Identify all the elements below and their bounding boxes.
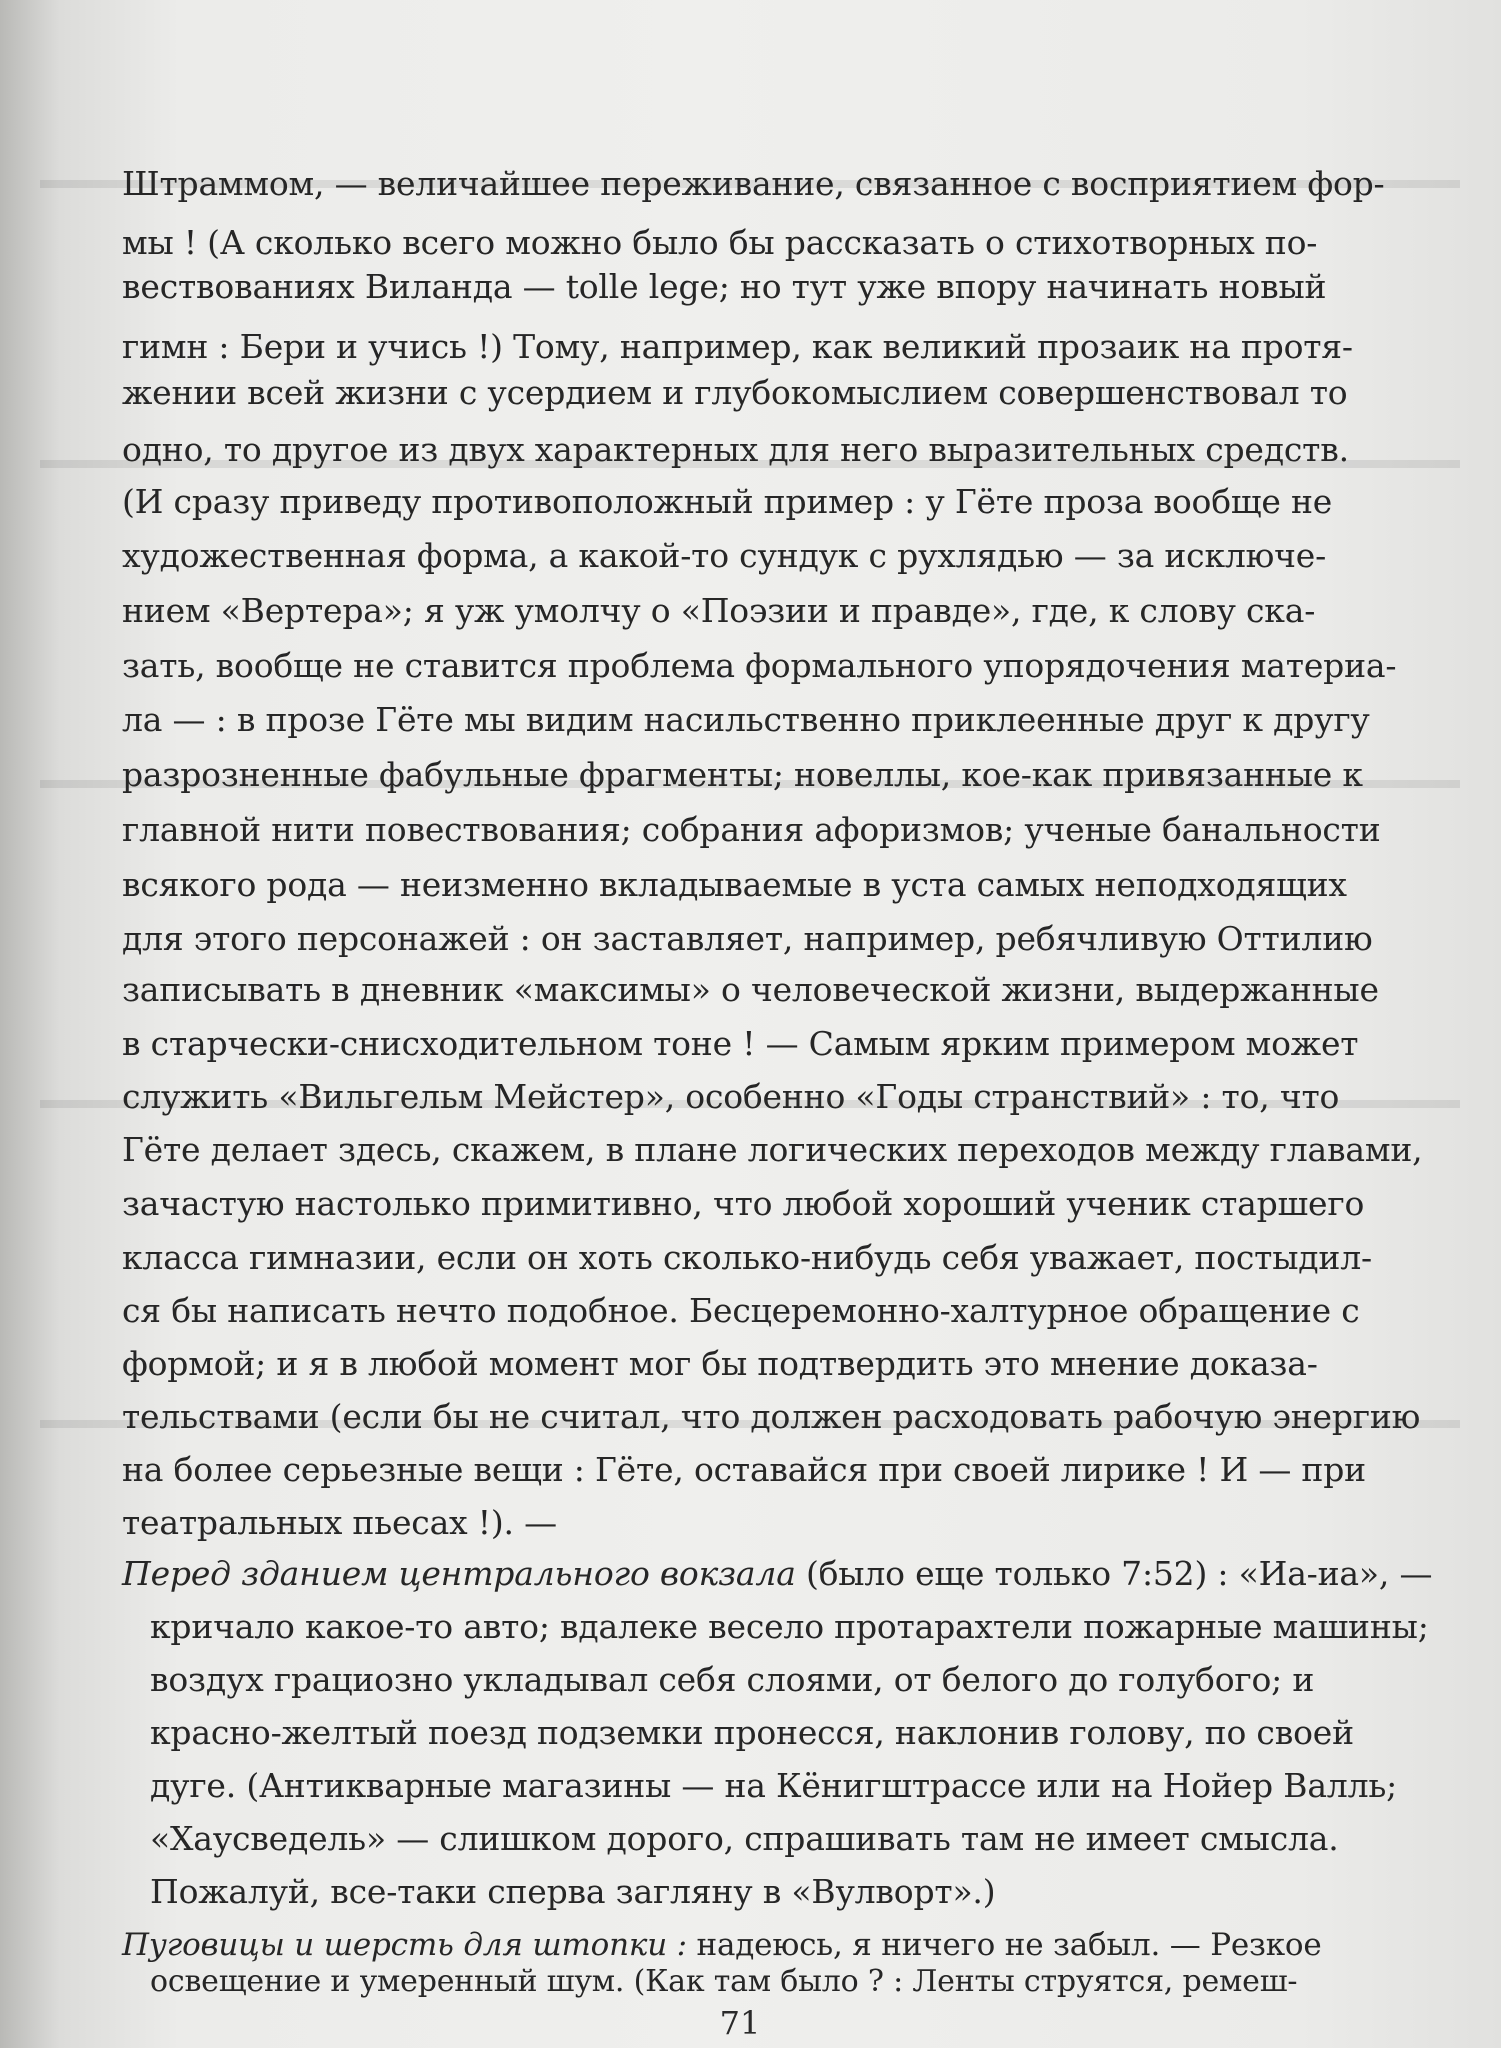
text-line: освещение и умеренный шум. (Как там было ? : Ленты струятся, ремеш- — [150, 1964, 1298, 1999]
text-line: одно, то другое из двух характерных для него выразительных средств. — [122, 430, 1349, 469]
text-line: формой; и я в любой момент мог бы подтвердить это мнение доказа- — [122, 1344, 1318, 1383]
text-line: для этого персонажей : он заставляет, например, ребячливую Оттилию — [122, 919, 1373, 958]
text-line: «Хаусведель» — слишком дорого, спрашивать там не имеет смысла. — [150, 1819, 1339, 1858]
entry-text: (было еще только 7:52) : «Иа-иа», — — [795, 1554, 1433, 1593]
text-line: всякого рода — неизменно вкладываемые в уста самых неподходящих — [122, 865, 1347, 904]
text-line: гимн : Бери и учись !) Тому, например, как великий прозаик на протя- — [122, 327, 1353, 366]
text-line: (И сразу приведу противоположный пример : у Гёте проза вообще не — [122, 482, 1333, 521]
text-line: вествованиях Виланда — tolle lege; но тут уже впору начинать новый — [122, 267, 1327, 306]
text-line: Пожалуй, все-таки сперва загляну в «Вулворт».) — [150, 1872, 996, 1911]
text-line: кричало какое-то авто; вдалеке весело протарахтели пожарные машины; — [150, 1607, 1429, 1646]
text-line: на более серьезные вещи : Гёте, оставайся при своей лирике ! И — при — [122, 1450, 1366, 1489]
text-line: зать, вообще не ставится проблема формального упорядочения материа- — [122, 646, 1397, 685]
text-line: главной нити повествования; собрания афоризмов; ученые банальности — [122, 810, 1381, 849]
page-number: 71 — [719, 2004, 761, 2042]
text-line: красно-желтый поезд подземки пронесся, наклонив голову, по своей — [150, 1713, 1354, 1752]
text-line: разрозненные фабульные фрагменты; новеллы, кое-как привязанные к — [122, 755, 1363, 794]
entry-heading: Пуговицы и шерсть для штопки : — [122, 1927, 687, 1963]
text-line: тельствами (если бы не считал, что должен расходовать рабочую энергию — [122, 1397, 1421, 1436]
text-line: воздух грациозно укладывал себя слоями, от белого до голубого; и — [150, 1660, 1315, 1699]
text-line: ла — : в прозе Гёте мы видим насильственно приклеенные друг к другу — [122, 700, 1370, 739]
text-line: театральных пьесах !). — — [122, 1503, 557, 1542]
text-line: класса гимназии, если он хоть сколько-нибудь себя уважает, постыдил- — [122, 1238, 1372, 1277]
entry-heading: Перед зданием центрального вокзала — [122, 1554, 796, 1593]
text-line: служить «Вильгельм Мейстер», особенно «Годы странствий» : то, что — [122, 1077, 1340, 1116]
entry-text: надеюсь, я ничего не забыл. — Резкое — [686, 1927, 1322, 1963]
text-line: Штраммом, — величайшее переживание, связанное с восприятием фор- — [122, 164, 1385, 203]
text-line: жении всей жизни с усердием и глубокомыслием совершенствовал то — [122, 373, 1348, 412]
text-line: ся бы написать нечто подобное. Бесцеремонно-халтурное обращение с — [122, 1291, 1360, 1330]
text-line: зачастую настолько примитивно, что любой хороший ученик старшего — [122, 1184, 1365, 1223]
text-line: записывать в дневник «максимы» о человеческой жизни, выдержанные — [122, 970, 1379, 1009]
text-line: художественная форма, а какой-то сундук с рухлядью — за исключе- — [122, 536, 1327, 575]
text-line: Гёте делает здесь, скажем, в плане логических переходов между главами, — [122, 1130, 1423, 1169]
text-line: дуге. (Антикварные магазины — на Кёнигштрассе или на Нойер Валль; — [150, 1766, 1398, 1805]
text-line: в старчески-снисходительном тоне ! — Самым ярким примером может — [122, 1024, 1359, 1063]
entry-first-line — [122, 1552, 1432, 1596]
text-line: нием «Вертера»; я уж умолчу о «Поэзии и правде», где, к слову ска- — [122, 591, 1316, 630]
text-line: мы ! (А сколько всего можно было бы рассказать о стихотворных по- — [122, 223, 1318, 262]
